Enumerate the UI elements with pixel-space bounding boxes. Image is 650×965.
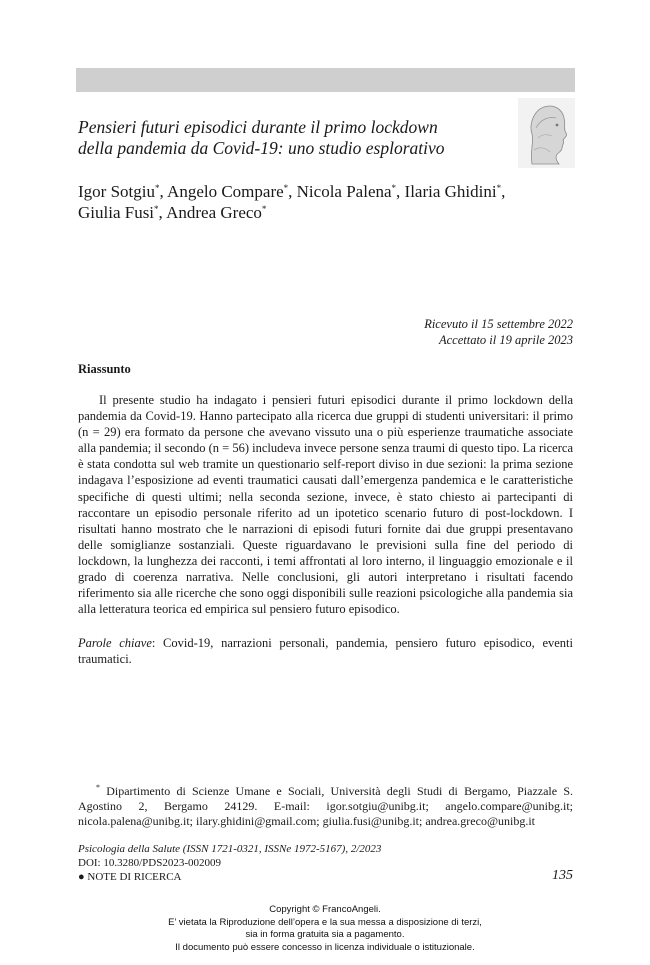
author-affiliation-mark: * (283, 183, 289, 193)
copyright-line-2: E’ vietata la Riproduzione dell’opera e la sua messa a disposizione di terzi, (168, 916, 482, 928)
author-name: Andrea Greco (166, 203, 262, 222)
author-list (78, 181, 578, 223)
author-separator: , (158, 203, 167, 222)
article-title (78, 117, 498, 159)
copyright-line-4: Il documento può essere concesso in licenza individuale o istituzionale. (175, 941, 475, 953)
author-affiliation-mark: * (496, 183, 502, 193)
received-date: Ricevuto il 15 settembre 2022 (424, 317, 573, 331)
author-separator: , (501, 182, 506, 201)
author-name: Angelo Compare (167, 182, 284, 201)
accepted-date: Accettato il 19 aprile 2023 (438, 332, 573, 347)
author-affiliation-mark: * (391, 183, 397, 193)
doi: DOI: 10.3280/PDS2023-002009 (78, 856, 222, 869)
author-separator: , (396, 182, 405, 201)
author-separator: , (159, 182, 168, 201)
title-line-1: Pensieri futuri episodici durante il primo lockdown (78, 117, 438, 137)
author-name: Nicola Palena (296, 182, 392, 201)
section-row (78, 868, 573, 883)
affiliation-footnote (78, 784, 573, 830)
author-affiliation-mark: * (154, 183, 160, 193)
author-affiliation-mark: * (154, 204, 159, 214)
article-dates (330, 317, 573, 348)
abstract-text: Il presente studio ha indagato i pensieri futuri episodici durante il primo lockdown della pandemia da Covid-19. Hanno partecipato alla ricerca due gruppi di studenti universitari: il primo (n = 29) era formato da persone che avevano vissuto una o più esperienze traumatiche associate alla pandemia; il secondo (n = 56) includeva invece persone senza traumi di questo tipo. La ricerca è stata condotta sul web tramite un questionario self-report diviso in due sezioni: la prima sezione indagava l’esposizione ad eventi traumatici causati dall’emergenza pandemica e le caratteristiche specifiche di questi ultimi; nella seconda sezione, invece, è stato chiesto ai partecipanti di raccontare un episodio personale riferito ad un ipotetico scenario futuro di post-lockdown. I risultati hanno mostrato che le narrazioni di episodi futuri fornite dai due gruppi presentavano delle somiglianze sostanziali. Queste riguardavano le previsioni sulla fine del periodo di lockdown, la lunghezza dei racconti, i temi affrontati al loro interno, il linguaggio emozionale e il grado di coerenza narrativa. Nelle conclusioni, gli autori interpretano i risultati facendo riferimento sia alle ricerche che sono oggi disponibili sulle reazioni psicologiche alla pandemia sia alla letteratura teorica ed empirica sul pensiero futuro episodico. (78, 393, 573, 617)
section-label: ● NOTE DI RICERCA (78, 871, 182, 883)
copyright-notice (0, 904, 650, 954)
footnote-mark: * (96, 783, 100, 792)
keywords-label: Parole chiave (78, 636, 152, 650)
header-bar (76, 68, 575, 92)
author-separator: , (288, 182, 297, 201)
keywords (78, 635, 573, 667)
keywords-text: : Covid-19, narrazioni personali, pandemia, pensiero futuro episodico, eventi traumatici. (78, 636, 573, 667)
author-name: Ilaria Ghidini (404, 182, 497, 201)
title-line-2: della pandemia da Covid-19: uno studio esplorativo (78, 138, 445, 158)
author-name: Igor Sotgiu (78, 182, 155, 201)
abstract-heading: Riassunto (78, 362, 131, 376)
copyright-line-1: Copyright © FrancoAngeli. (269, 904, 381, 915)
journal-info (78, 843, 573, 870)
page-number: 135 (552, 868, 573, 883)
footnote-text: Dipartimento di Scienze Umane e Sociali, Università degli Studi di Bergamo, Piazzale S. Agostino 2, Bergamo 24129. E-mail: igor.sotgiu@unibg.it; angelo.compare@unibg.it; nicola.palena@unibg.it; ilary.ghidini@gmail.com; giulia.fusi@unibg.it; andrea.greco@unibg.it (78, 784, 573, 829)
journal-citation: Psicologia della Salute (ISSN 1721-0321, ISSNe 1972-5167), 2/2023 (78, 843, 382, 855)
copyright-line-3: sia in forma gratuita sia a pagamento. (245, 929, 405, 940)
author-affiliation-mark: * (261, 204, 267, 214)
author-name: Giulia Fusi (78, 203, 155, 222)
portrait-logo-icon (518, 98, 575, 168)
